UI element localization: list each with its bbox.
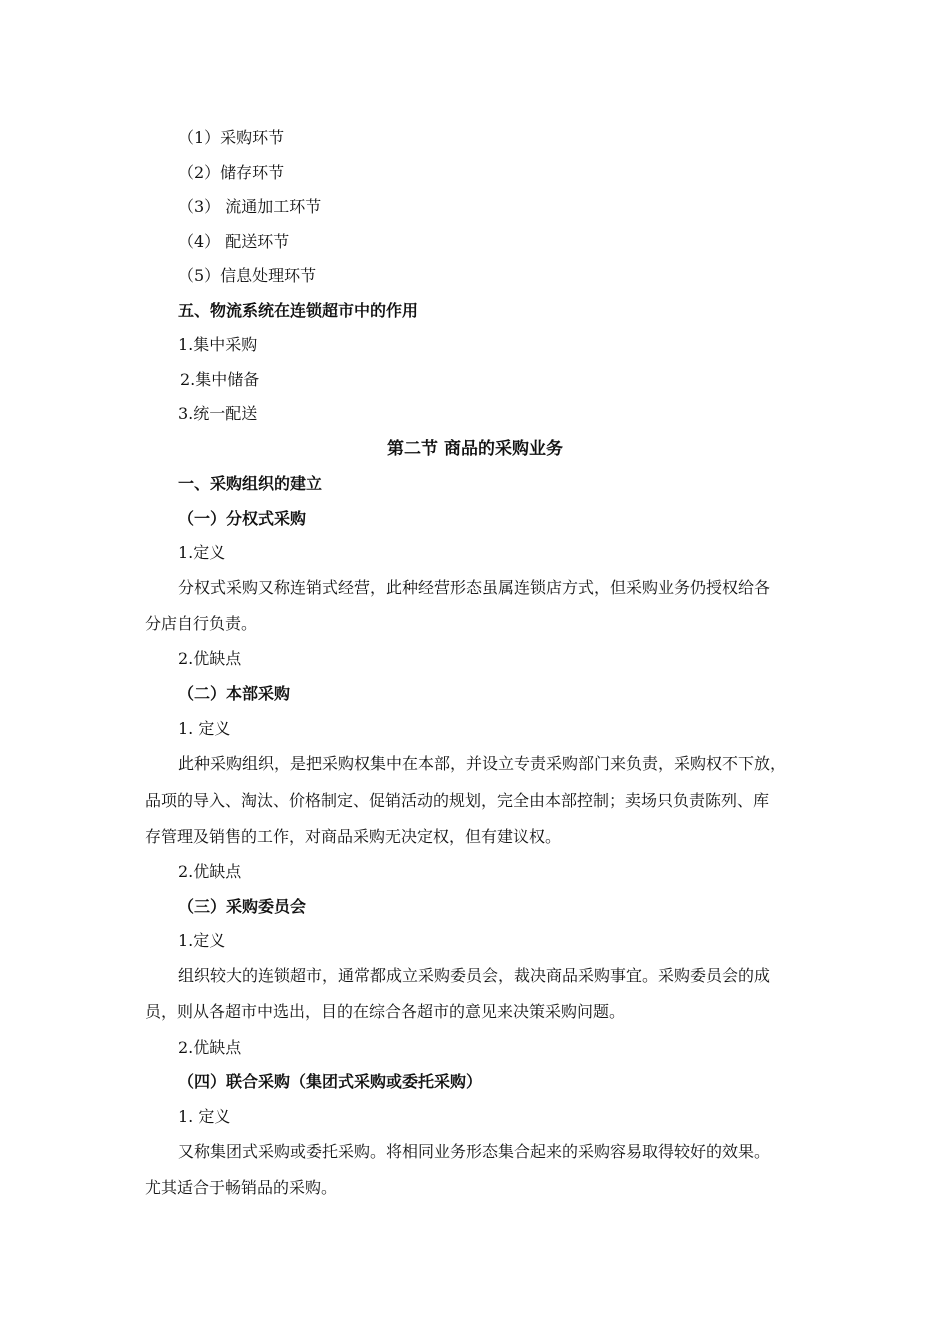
list-item: 1.集中采购 [178, 335, 258, 354]
list-item: （3） 流通加工环节 [178, 197, 322, 216]
subsection-heading: （三）采购委员会 [178, 897, 307, 916]
paragraph-line: 尤其适合于畅销品的采购。 [145, 1178, 338, 1197]
definition-label: 1. 定义 [178, 719, 231, 738]
paragraph-line: 员，则从各超市中选出，目的在综合各超市的意见来决策采购问题。 [145, 1002, 626, 1021]
list-item: 2.集中储备 [180, 370, 260, 389]
list-item: （5）信息处理环节 [178, 266, 317, 285]
list-item: （1）采购环节 [178, 128, 285, 147]
chapter-title: 第二节 商品的采购业务 [387, 439, 563, 459]
pros-cons-label: 2.优缺点 [178, 862, 242, 881]
paragraph-line: 此种采购组织，是把采购权集中在本部，并设立专责采购部门来负责，采购权不下放， [178, 754, 787, 773]
paragraph-line: 分权式采购又称连销式经营，此种经营形态虽属连锁店方式，但采购业务仍授权给各 [178, 578, 771, 597]
paragraph-line: 分店自行负责。 [145, 614, 258, 633]
section-heading: 一、采购组织的建立 [178, 474, 323, 493]
definition-label: 1.定义 [178, 931, 226, 950]
paragraph-line: 存管理及销售的工作，对商品采购无决定权，但有建议权。 [145, 827, 562, 846]
definition-label: 1.定义 [178, 543, 226, 562]
subsection-heading: （一）分权式采购 [178, 509, 307, 528]
definition-label: 1. 定义 [178, 1107, 231, 1126]
section-heading: 五、物流系统在连锁超市中的作用 [178, 301, 419, 320]
list-item: 3.统一配送 [178, 404, 258, 423]
paragraph-line: 组织较大的连锁超市，通常都成立采购委员会，裁决商品采购事宜。采购委员会的成 [178, 966, 771, 985]
paragraph-line: 品项的导入、淘汰、价格制定、促销活动的规划，完全由本部控制；卖场只负责陈列、库 [145, 791, 770, 810]
paragraph-line: 又称集团式采购或委托采购。将相同业务形态集合起来的采购容易取得较好的效果。 [178, 1142, 771, 1161]
list-item: （4） 配送环节 [178, 232, 290, 251]
subsection-heading: （二）本部采购 [178, 684, 291, 703]
pros-cons-label: 2.优缺点 [178, 1038, 242, 1057]
pros-cons-label: 2.优缺点 [178, 649, 242, 668]
subsection-heading: （四）联合采购（集团式采购或委托采购） [178, 1072, 483, 1091]
list-item: （2）储存环节 [178, 163, 285, 182]
